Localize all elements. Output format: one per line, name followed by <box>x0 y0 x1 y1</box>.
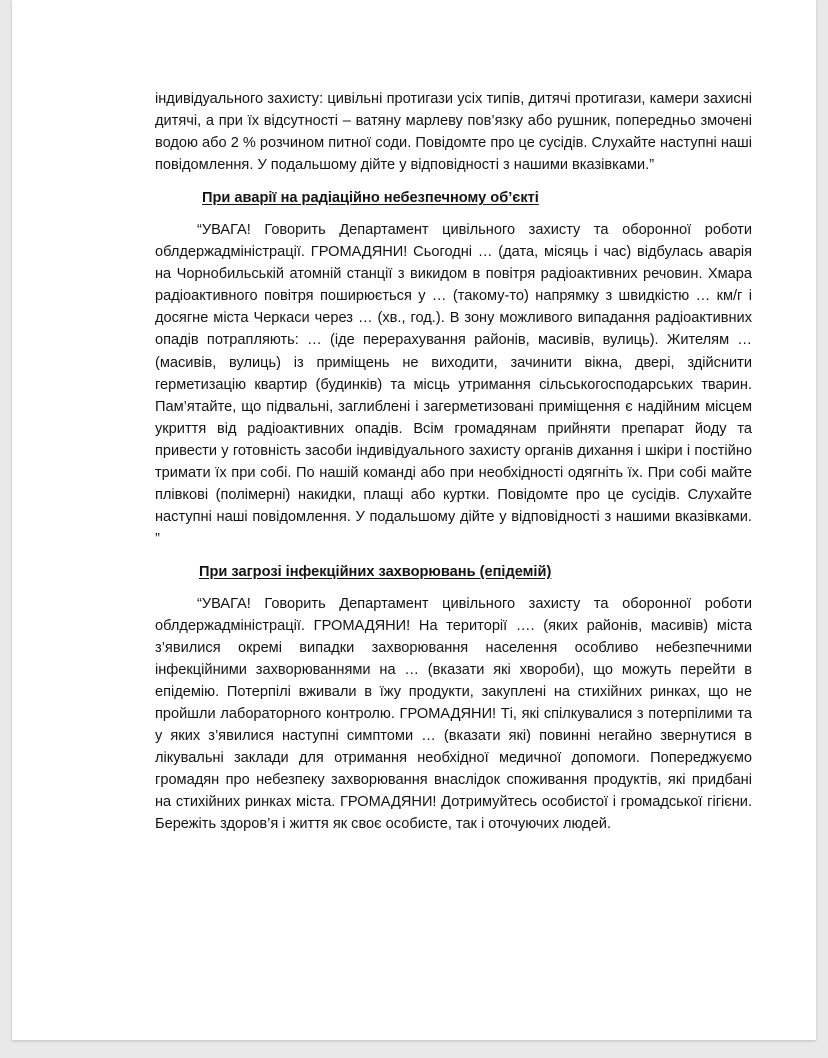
section-heading-radiation: При аварії на радіаційно небезпечному об’єкті <box>202 190 539 207</box>
document-page <box>12 0 816 1040</box>
section-paragraph-epidemic: “УВАГА! Говорить Департамент цивільного захисту та оборонної роботи облдержадміністрації. ГРОМАДЯНИ! На території …. (яких районів, масивів) міста з’явилися окремі випадки захворювання населення особливо небезпечними інфекційними захворюваннями на … (вказати які хвороби), що можуть перейти в епідемію. Потерпілі вживали в їжу продукти, закуплені на стихійних ринках, що не пройшли лабораторного контролю. ГРОМАДЯНИ! Ті, які спілкувалися з потерпілими та у яких з’явилися наступні симптоми … (вказати які) повинні негайно звернутися в лікувальні заклади для отримання необхідної медичної допомоги. Попереджуємо громадян про небезпеку захворювання внаслідок споживання продуктів, які придбані на стихійних ринках міста. ГРОМАДЯНИ! Дотримуйтесь особистої і громадської гігієни. Бережіть здоров’я і життя як своє особисте, так і оточуючих людей. <box>155 595 752 833</box>
intro-paragraph: індивідуального захисту: цивільні протигази усіх типів, дитячі протигази, камери захисні дитячі, а при їх відсутності – ватяну марлеву пов’язку або рушник, попередньо змочені водою або 2 % розчином питної соди. Повідомте про це сусідів. Слухайте наступні наші повідомлення. У подальшому дійте у відповідності з нашими вказівками.” <box>155 91 752 174</box>
section-heading-epidemic: При загрозі інфекційних захворювань (епідемій) <box>199 563 552 580</box>
document-body <box>155 88 752 836</box>
section-paragraph-radiation: “УВАГА! Говорить Департамент цивільного захисту та оборонної роботи облдержадміністрації. ГРОМАДЯНИ! Сьогодні … (дата, місяць і час) відбулась аварія на Чорнобильській атомній станції з викидом в повітря радіоактивних речовин. Хмара радіоактивного повітря поширюється у … (такому-то) напрямку з швидкістю … км/г і досягне міста Черкаси через … (хв., год.). В зону можливого випадання радіоактивних опадів потрапляють: … (іде перерахування районів, масивів, вулиць). Жителям … (масивів, вулиць) із приміщень не виходити, зачинити вікна, двері, здійснити герметизацію квартир (будинків) та місць утримання сільськогосподарських тварин. Пам’ятайте, що підвальні, заглиблені і загерметизовані приміщення є надійним місцем укриття від радіоактивних опадів. Всім громадянам прийняти препарат йоду та привести у готовність засоби індивідуального захисту органів дихання і шкіри і постійно тримати їх при собі. По нашій команді або при необхідності одягніть їх. При собі майте плівкові (полімерні) накидки, плащі або куртки. Повідомте про це сусідів. Слухайте наступні наші повідомлення. У подальшому дійте у відповідності з нашими вказівками. ” <box>155 222 752 547</box>
